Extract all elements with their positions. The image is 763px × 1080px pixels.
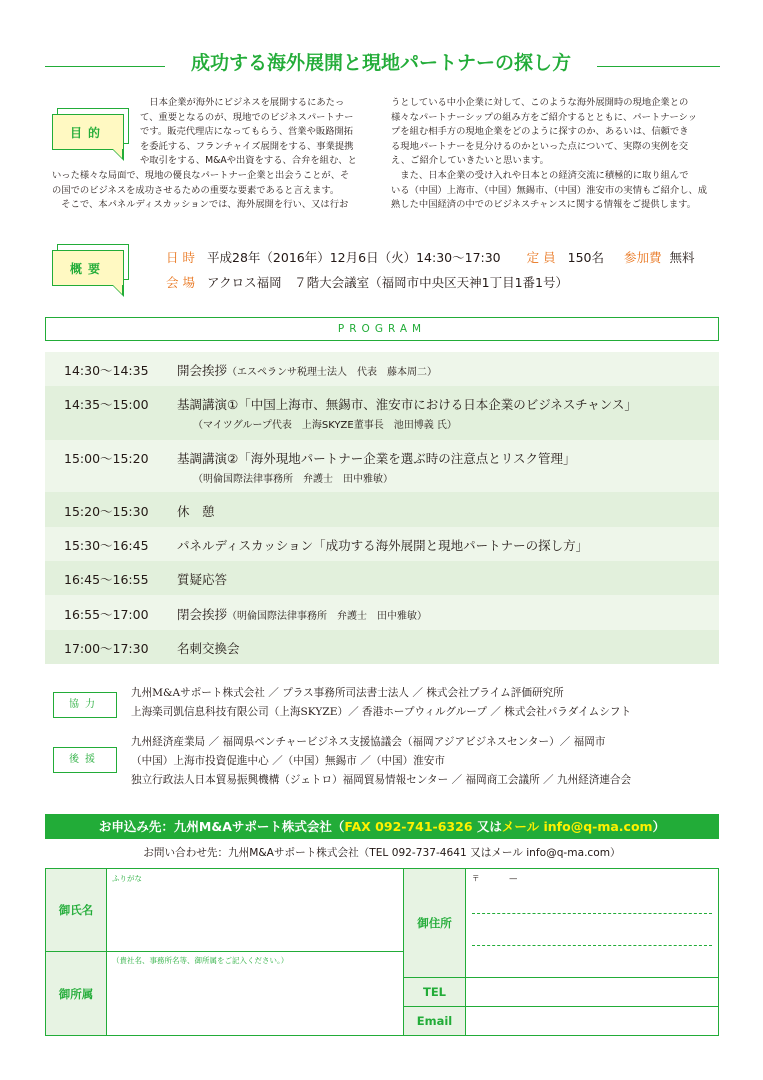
program-title: 基調講演②「海外現地パートナー企業を選ぶ時の注意点とリスク管理」 (177, 451, 576, 466)
furigana-hint: ふりがな (112, 874, 142, 883)
purpose-line: いる（中国）上海市、（中国）無錫市、（中国）淮安市の実情もご紹介し、成 (391, 184, 708, 196)
title-rule-left (45, 66, 165, 67)
purpose-line: また、日本企業の受け入れや日本との経済交流に積極的に取り組んで (391, 169, 689, 181)
program-time: 15:30〜16:45 (64, 538, 149, 553)
purpose-text-col2 (391, 96, 719, 213)
org-field[interactable] (108, 967, 402, 1033)
form-divider (404, 1006, 718, 1007)
org-label: 御所属 (46, 952, 106, 1035)
program-time: 15:20〜15:30 (64, 504, 149, 519)
program-row (45, 630, 719, 664)
org-hint: （貴社名、事務所名等、御所属をご記入ください。） (112, 956, 289, 965)
overview-label-tail-fill (113, 285, 122, 294)
program-time: 16:45〜16:55 (64, 572, 149, 587)
program-row (45, 492, 719, 527)
organization-line: （中国）上海市投資促進中心 ／（中国）無錫市 ／（中国）淮安市 (131, 755, 445, 767)
name-field[interactable] (108, 886, 402, 949)
program-speaker: （明倫国際法律事務所 弁護士 田中雅敏） (193, 474, 393, 485)
purpose-line: 日本企業が海外にビジネスを展開するにあたっ (140, 97, 345, 108)
purpose-line: て、重要となるのが、現地でのビジネスパートナー (140, 111, 354, 123)
purpose-line: うとしている中小企業に対して、このような海外展開時の現地企業との (391, 97, 689, 108)
tel-field[interactable] (467, 979, 717, 1005)
program-title: 基調講演①「中国上海市、無錫市、淮安市における日本企業のビジネスチャンス」 (177, 397, 637, 412)
purpose-line: の国でのビジネスを成功させるための重要な要素であると言えます。 (52, 184, 340, 196)
purpose-line: る現地パートナーを見分けるのかといった点について、実際の実例を交 (391, 140, 689, 152)
tel-label: TEL (404, 978, 465, 1006)
email-label: Email (404, 1007, 465, 1035)
name-label: 御氏名 (46, 869, 106, 951)
program-time: 15:00〜15:20 (64, 451, 149, 466)
purpose-line: え、ご紹介していきたいと思います。 (391, 155, 549, 167)
form-divider (465, 869, 466, 1035)
page-title: 成功する海外展開と現地パートナーの探し方 (190, 52, 571, 74)
program-content (177, 639, 240, 657)
purpose-label-tail-fill (113, 149, 122, 158)
email-field[interactable] (467, 1008, 717, 1034)
program-content (177, 449, 575, 467)
program-title: 休 憩 (177, 504, 215, 519)
form-divider (404, 977, 718, 978)
purpose-label: 目的 (52, 114, 124, 150)
organization-line: 独立行政法人日本貿易振興機構（ジェトロ）福岡貿易情報センター ／ 福岡商工会議所 ／ 九州経済連合会 (131, 774, 632, 786)
program-speaker: （明倫国際法律事務所 弁護士 田中雅敏） (227, 611, 428, 622)
form-divider (46, 951, 403, 952)
program-title: 開会挨拶 (177, 363, 228, 378)
title-rule-right (597, 66, 720, 67)
purpose-line: や取引をする、M&Aや出資をする、合弁を組む、と (140, 155, 357, 167)
address-field[interactable] (467, 885, 717, 975)
apply-prefix: お申込み先：九州M&Aサポート株式会社（ (98, 819, 345, 834)
program-content (177, 395, 637, 413)
application-form (45, 868, 719, 1036)
cooperation-label: 協力 (53, 692, 117, 718)
cooperation-list (131, 684, 631, 722)
organization-line: 九州M&Aサポート株式会社 ／ プラス事務所司法書士法人 ／ 株式会社プライム評価研究所 (131, 687, 564, 699)
capacity-key: 定員 (526, 250, 560, 265)
program-content (177, 570, 227, 588)
support-label: 後援 (53, 747, 117, 773)
purpose-line: です。販売代理店になってもらう、営業や販路開拓 (140, 126, 354, 138)
program-title: 閉会挨拶 (177, 607, 228, 622)
purpose-line: を委託する、フランチャイズ展開をする、事業提携 (140, 140, 354, 152)
date-key: 日時 (166, 250, 200, 265)
purpose-line: そこで、本パネルディスカッションでは、海外展開を行い、又は行お (52, 199, 349, 211)
organization-line: 上海楽司凱信息科技有限公司（上海SKYZE）／ 香港ホープウィルグループ ／ 株式会社パラダイムシフト (131, 706, 632, 718)
program-row (45, 352, 719, 386)
program-row (45, 527, 719, 561)
program-speaker: （マイツグループ代表 上海SKYZE董事長 池田博義 氏） (193, 420, 457, 431)
purpose-line: いった様々な局面で、現地の優良なパートナー企業と出会うことが、そ (52, 169, 350, 181)
program-time: 14:30〜14:35 (64, 363, 149, 378)
postal-mark: 〒 ― (472, 874, 517, 883)
organization-line: 九州経済産業局 ／ 福岡県ベンチャービジネス支援協議会（福岡アジアビジネスセンター）／ 福岡市 (131, 736, 606, 748)
program-row (45, 595, 719, 630)
program-heading: PROGRAM (45, 317, 719, 341)
capacity-value: 150名 (567, 250, 604, 265)
purpose-line: 様々なパートナーシップの組み方をご紹介するとともに、パートナーシッ (391, 111, 698, 123)
overview-label: 概要 (52, 250, 124, 286)
apply-mid: 又は (472, 819, 502, 834)
purpose-line: プを組む相手方の現地企業をどのように探すのか、あるいは、信頼でき (391, 126, 689, 138)
apply-suffix: ） (652, 819, 666, 834)
contact-line: お問い合わせ先：九州M&Aサポート株式会社（TEL 092-737-4641 又はメール info@q-ma.com） (143, 847, 621, 859)
date-value: 平成28年（2016年）12月6日（火）14:30〜17:30 (207, 250, 501, 265)
fee-key: 参加費 (623, 250, 662, 265)
program-row (45, 386, 719, 440)
program-time: 14:35〜15:00 (64, 397, 149, 412)
program-content (177, 361, 437, 379)
application-banner (45, 814, 719, 839)
program-content (177, 605, 427, 623)
program-row (45, 440, 719, 492)
program-speaker: （エスペランサ税理士法人 代表 藤本周二） (227, 367, 438, 378)
fee-value: 無料 (669, 250, 695, 265)
program-title: パネルディスカッション「成功する海外展開と現地パートナーの探し方」 (177, 538, 589, 553)
overview-venue-row (166, 273, 568, 291)
overview-date-row (166, 248, 695, 266)
program-time: 16:55〜17:00 (64, 607, 149, 622)
program-content (177, 502, 215, 520)
program-row (45, 561, 719, 595)
program-title: 名刺交換会 (177, 641, 240, 656)
purpose-line: 熟した中国経済の中でのビジネスチャンスに関する情報をご提供します。 (391, 199, 697, 211)
venue-value: アクロス福岡 ７階大会議室（福岡市中央区天神1丁目1番1号） (207, 275, 569, 290)
apply-mail: メール info@q-ma.com (501, 819, 653, 834)
support-list (131, 733, 631, 790)
venue-key: 会場 (166, 275, 200, 290)
program-time: 17:00〜17:30 (64, 641, 149, 656)
program-title: 質疑応答 (177, 572, 228, 587)
program-content (177, 536, 588, 554)
address-label: 御住所 (404, 869, 465, 977)
apply-fax: FAX 092-741-6326 (344, 819, 473, 834)
